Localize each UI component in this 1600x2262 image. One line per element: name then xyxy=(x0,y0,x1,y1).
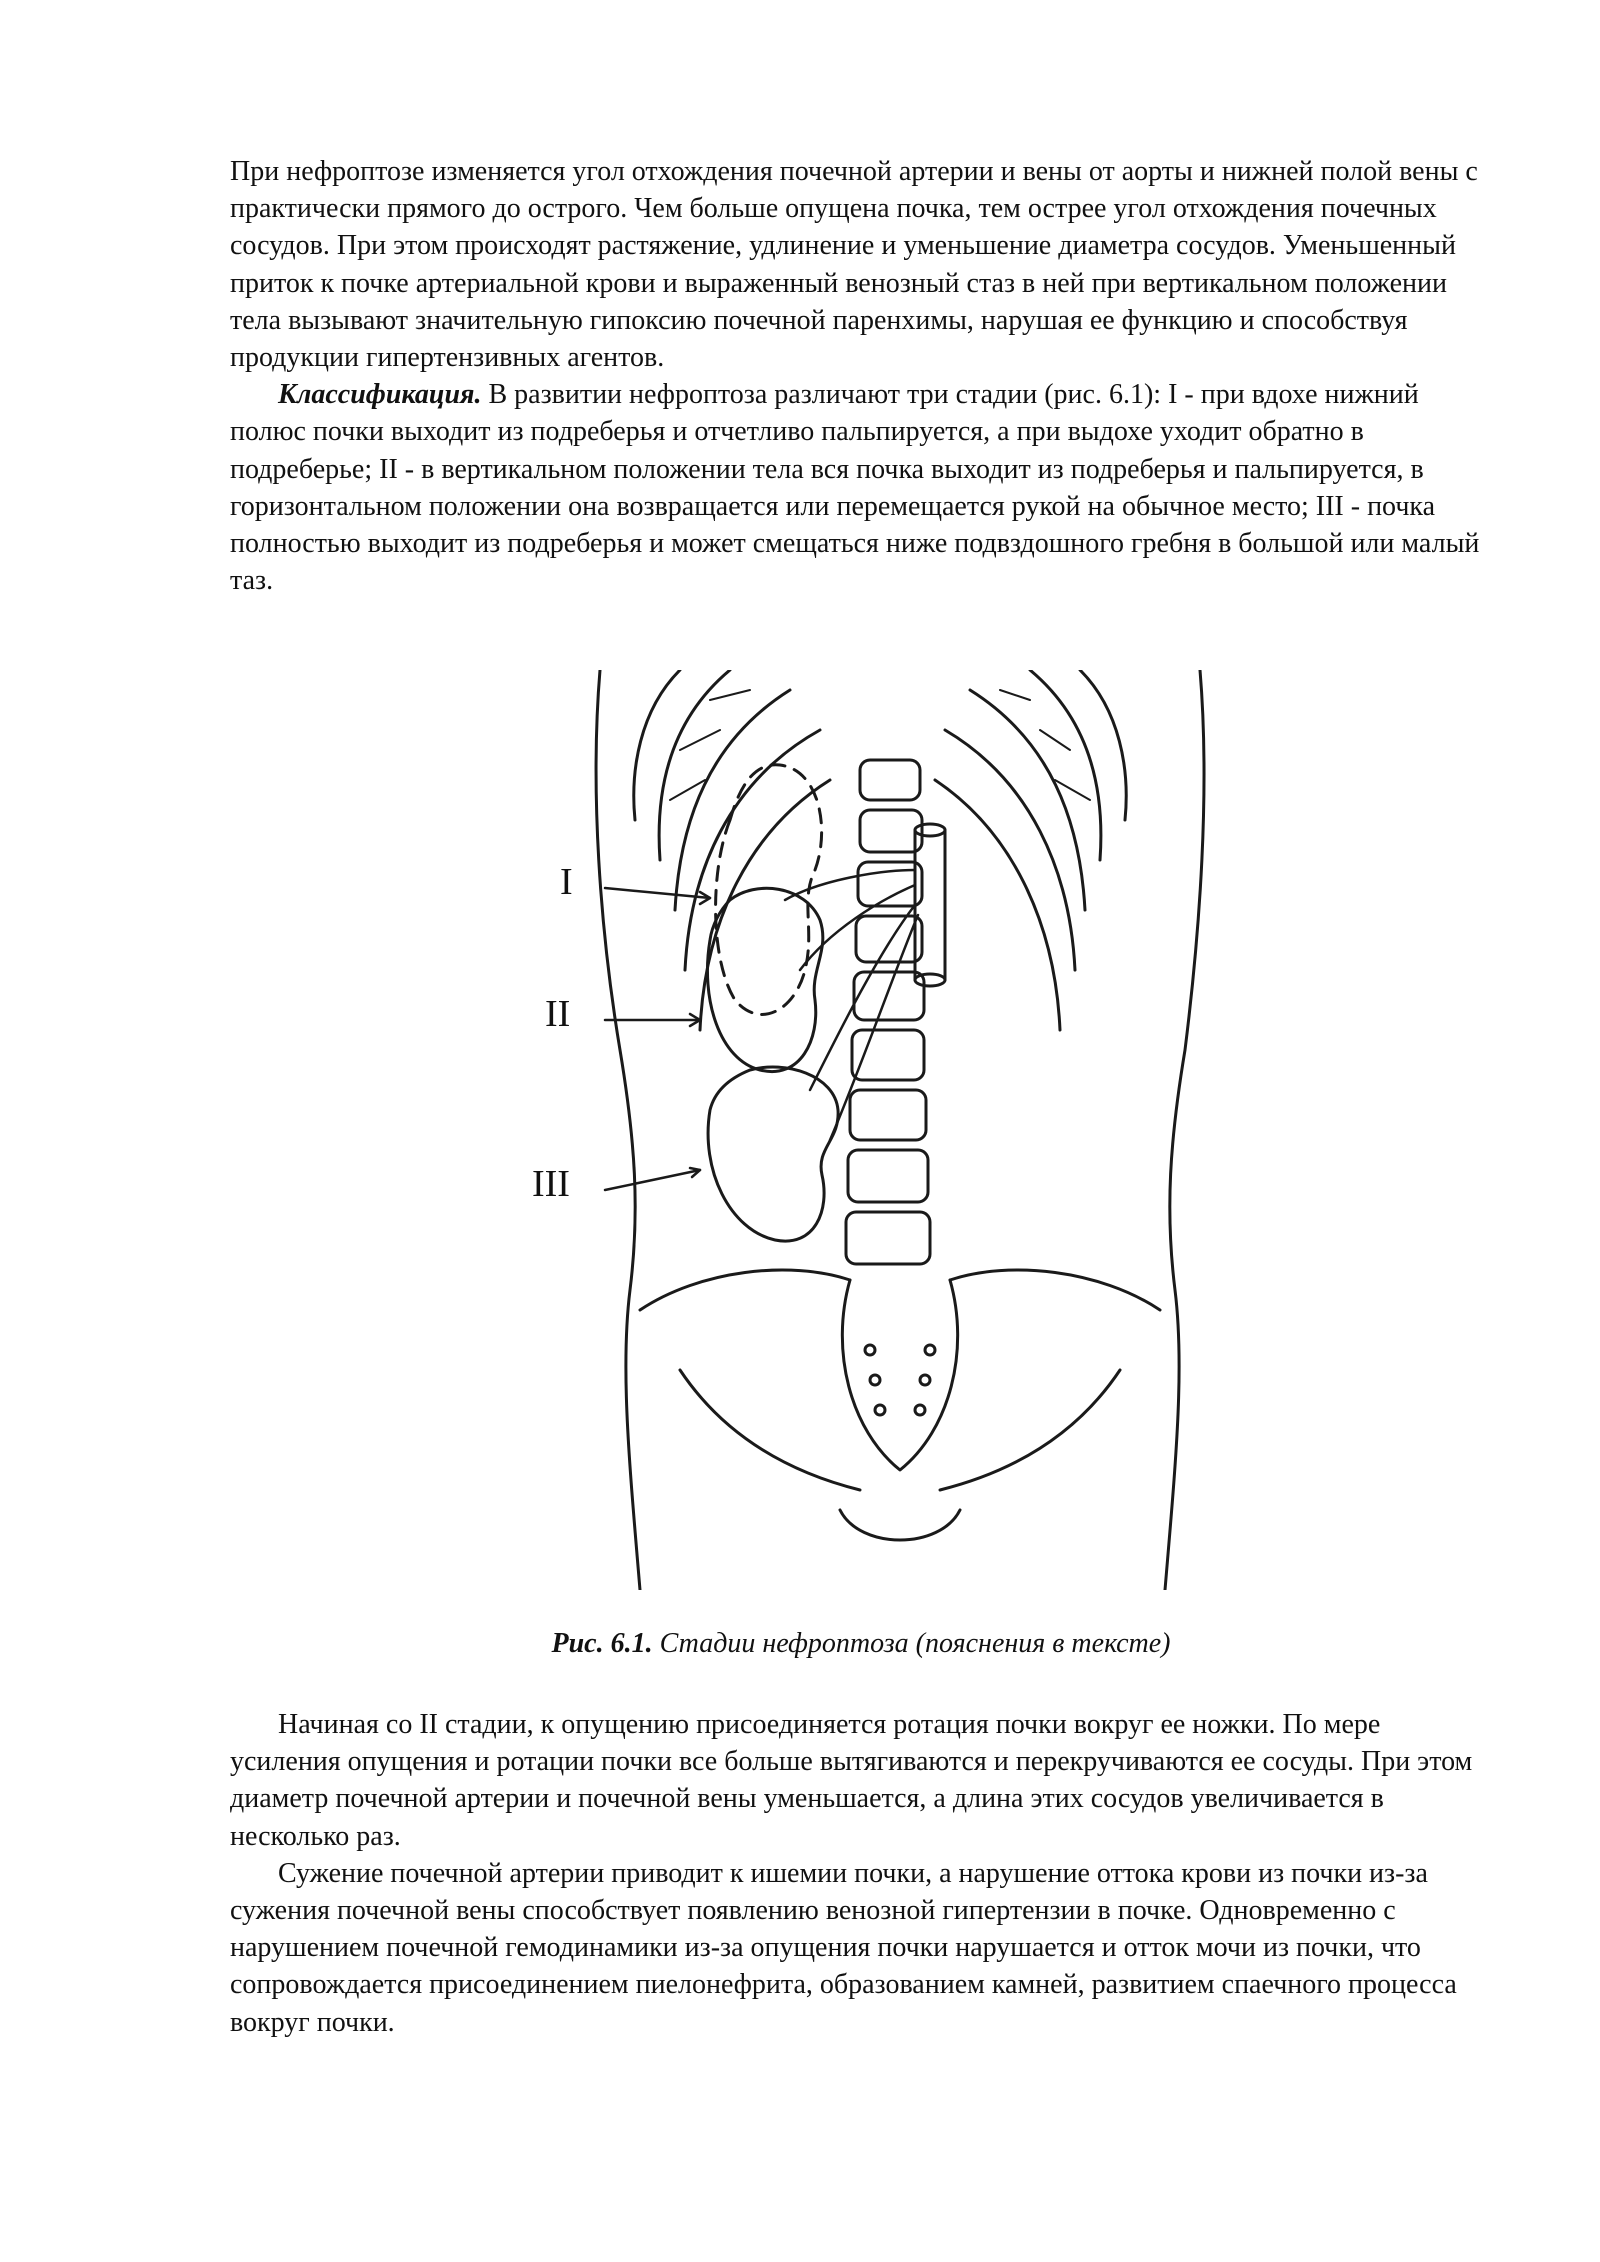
figure-caption-text: Стадии нефроптоза (пояснения в тексте) xyxy=(652,1628,1171,1659)
text-block-top xyxy=(230,153,1492,599)
stage-arrows xyxy=(605,888,710,1190)
stage-label-3: III xyxy=(532,1163,570,1205)
spine xyxy=(846,760,930,1264)
stage-label-1: I xyxy=(560,861,573,903)
paragraph-pathogenesis: При нефроптозе изменяется угол отхождения почечной артерии и вены от аорты и нижней полой вены с практически прямого до острого. Чем больше опущена почка, тем острее угол отхождения почечных сосудов. При этом происходят растяжение, удлинение и уменьшение диаметра сосудов. Уменьшенный приток к почке артериальной крови и выраженный венозный стаз в ней при вертикальном положении тела вызывают значительную гипоксию почечной паренхимы, нарушая ее функцию и способствуя продукции гипертензивных агентов. xyxy=(230,156,1478,374)
paragraph-rotation: Начиная со II стадии, к опущению присоединяется ротация почки вокруг ее ножки. По мере усиления опущения и ротации почки все больше вытягиваются и перекручиваются ее сосуды. При этом диаметр почечной артерии и почечной вены уменьшается, а длина этих сосудов увеличивается в несколько раз. xyxy=(230,1709,1473,1852)
anatomy-illustration xyxy=(560,670,1240,1590)
pelvis xyxy=(640,1270,1160,1540)
kidney-stage-2 xyxy=(707,888,822,1071)
right-ribs xyxy=(935,670,1126,1030)
left-ribs xyxy=(634,670,830,1030)
classification-text: В развитии нефроптоза различают три стадии (рис. 6.1): I - при вдохе нижний полюс почки выходит из подреберья и отчетливо пальпируется, а при выдохе уходит обратно в подреберье; II - в вертикальном положении тела вся почка выходит из подреберья и пальпируется, в горизонтальном положении она возвращается или перемещается рукой на обычное место; III - почка полностью выходит из подреберья и может смещаться ниже подвздошного гребня в большой или малый таз. xyxy=(230,379,1480,597)
kidney-stage-3 xyxy=(708,1067,838,1241)
text-block-bottom xyxy=(230,1706,1492,2041)
classification-heading: Классификация. xyxy=(278,379,482,411)
stage-label-2: II xyxy=(545,993,571,1035)
torso-outline-right xyxy=(1165,670,1204,1590)
figure-number: Рис. 6.1. xyxy=(551,1628,653,1659)
figure-caption xyxy=(230,1628,1492,1660)
paragraph-classification xyxy=(230,376,1492,599)
nephroptosis-figure xyxy=(532,670,1240,1590)
paragraph-consequences: Сужение почечной артерии приводит к ишемии почки, а нарушение оттока крови из почки из-за сужения почечной вены способствует появлению венозной гипертензии в почке. Одновременно с нарушением почечной гемодинамики из-за опущения почки нарушается и отток мочи из почки, что сопровождается присоединением пиелонефрита, образованием камней, развитием спаечного процесса вокруг почки. xyxy=(230,1857,1457,2038)
